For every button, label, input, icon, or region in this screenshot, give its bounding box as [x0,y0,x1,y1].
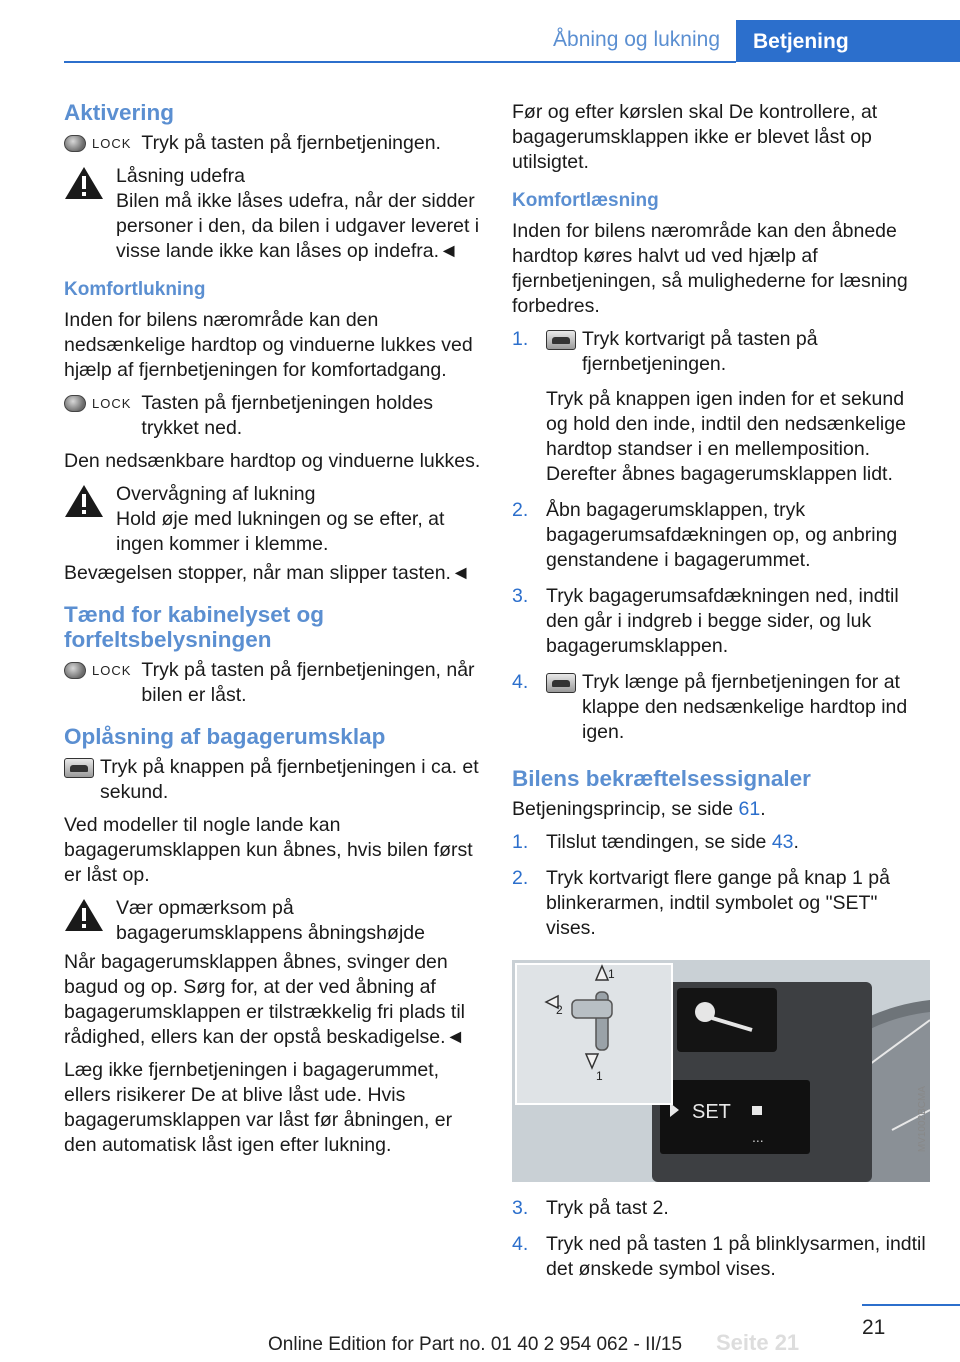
heading-komfortlukning: Komfortlukning [64,279,206,300]
princip-text: Betjeningsprincip, se side 61. [512,798,766,820]
warning-title: Låsning udefra [116,165,246,187]
edition-note: Online Edition for Part no. 01 40 2 954 062 - II/15 [268,1334,683,1355]
figure-set-label: SET [692,1101,731,1123]
figure-num-3: 1 [596,1069,603,1083]
step-number: 3. [512,585,529,607]
steps-signaler [512,830,930,946]
trunk-key-icon [64,758,94,778]
aktivering-text: Tryk på tasten på fjernbetjeningen. [141,132,441,154]
step-text: Tilslut tændingen, se side 43. [546,831,799,853]
oplaas-text: Tryk på knappen på fjernbetjeningen i ca. et sekund. [100,756,479,803]
lock-label: LOCK [92,396,132,411]
instrument-cluster-figure [512,960,930,1182]
step-number: 1. [512,328,529,350]
warning-aabningshoejde [64,896,484,946]
step-number: 2. [512,499,529,521]
list-item [512,1232,930,1287]
lock-label: LOCK [92,663,132,678]
warning-body: Hold øje med lukningen og se efter, at ingen kommer i klemme. [116,508,445,555]
list-item [512,1196,930,1226]
warning-icon [64,484,104,518]
step-text-2: Tryk på knappen igen inden for et sekund og hold den inde, indtil den nedsænkelige hardtop standser i en mellemposition. Derefter åbnes bagagerumsklappen lidt. [546,388,906,485]
remote-key-icon [64,395,86,412]
figure-num-1: 1 [608,967,615,981]
komfortlaesning-text: Inden for bilens nærområde kan den åbnede hardtop køres halvt ud ved hjælp af fjernbetjeningen, så mulighederne for læsning forbedres. [512,220,908,317]
trunk-key-icon [546,673,576,693]
step-number: 2. [512,867,529,889]
cluster-illustration [512,960,930,1182]
list-item [512,866,930,946]
heading-aktivering: Aktivering [64,100,175,125]
step-text: Tryk længe på fjernbetjeningen for at klappe den nedsænkelige hardtop ind igen. [582,671,908,743]
step-text: Tryk bagagerumsafdækningen ned, indtil den går i indgreb i begge sider, og luk bagagerumsklappen. [546,585,899,657]
warning-rest: Når bagagerumsklappen åbnes, svinger den bagud og op. Sørg for, at der ved åbning af bagagerumsklappen er tilstrækkelig fri plads til rådighed, ellers kan der opstå beskadigelse.◄ [64,951,466,1048]
model-text: Ved modeller til nogle lande kan bagagerumsklappen kun åbnes, hvis bilen først er låst op. [64,814,473,886]
warning-title: Overvågning af lukning [116,483,316,505]
list-item [512,327,930,492]
komfortlukning-text: Inden for bilens nærområde kan den nedsænkelige hardtop og vinduerne lukkes ved hjælp af fjernbetjeningen for komfortadgang. [64,309,473,381]
warning-overvaagning [64,482,484,557]
heading-kabinelys: Tænd for kabinelyset og forfeltsbelysningen [64,602,325,652]
hold-text: Tasten på fjernbetjeningen holdes trykket ned. [141,392,434,439]
remote-key-icon [64,662,86,679]
step-number: 1. [512,831,529,853]
lock-label: LOCK [92,136,132,151]
heading-signaler: Bilens bekræftelsessignaler [512,766,811,791]
warning-icon [64,898,104,932]
list-item [512,670,930,750]
section-title: Åbning og lukning [553,28,720,51]
step-number: 4. [512,1233,529,1255]
figure-dots: ... [752,1129,764,1145]
steps-signaler-cont [512,1196,930,1287]
step-text: Tryk kortvarigt flere gange på knap 1 på blinkerarmen, indtil symbolet og "SET" vises. [546,867,890,939]
step-text: Tryk på tast 2. [546,1197,669,1219]
warning-icon [64,166,104,200]
watermark: Seite 21 [716,1330,800,1355]
page-link[interactable]: 61 [738,798,761,820]
chapter-tab: Betjening [736,20,960,62]
hold-line [64,391,484,441]
aktivering-line [64,131,484,156]
step-text: Tryk kortvarigt på tasten på fjernbetjeningen. [582,328,818,375]
warning-laasning [64,164,484,264]
remote-key-icon [64,135,86,152]
warning-body: Bilen må ikke låses udefra, når der sidder personer i den, da bilen i udgaver leveret i visse lande ikke kan låses op indefra.◄ [116,190,480,262]
page-header [0,0,960,62]
intro-text: Før og efter kørslen skal De kontrollere, at bagagerumsklappen ikke er blevet låst op utilsigtet. [512,101,878,173]
list-item [512,498,930,578]
list-item [512,830,930,860]
right-column [512,100,930,1293]
left-column [64,100,484,1166]
footer-rule [862,1304,960,1306]
kabine-line [64,658,484,708]
figure-num-2: 2 [556,1003,563,1017]
list-item [512,584,930,664]
step-text: Tryk ned på tasten 1 på blinklysarmen, indtil det ønskede symbol vises. [546,1233,926,1280]
page-number: 21 [862,1316,886,1339]
step-number: 3. [512,1197,529,1219]
page-link[interactable]: 43 [771,831,794,853]
heading-oplaasning: Oplåsning af bagagerumsklap [64,724,386,749]
oplaas-line [64,755,484,805]
steps-laesning [512,327,930,750]
kabine-text: Tryk på tasten på fjernbetjeningen, når bilen er låst. [141,659,475,706]
step-text: Åbn bagagerumsklappen, tryk bagagerumsafdækningen op, og anbring genstandene i bagagerummet. [546,499,898,571]
heading-komfortlaesning: Komfortlæsning [512,190,659,211]
figure-id: MV1002BCMA [917,1085,928,1152]
step-number: 4. [512,671,529,693]
header-rule [64,61,736,63]
trunk-key-icon [546,330,576,350]
close-text: Den nedsænkbare hardtop og vinduerne lukkes. [64,450,481,472]
warning-title: Vær opmærksom på bagagerumsklappens åbningshøjde [116,897,425,944]
warning-rest: Bevægelsen stopper, når man slipper tasten.◄ [64,562,471,584]
laeg-text: Læg ikke fjernbetjeningen i bagagerummet, ellers risikerer De at blive låst ude. Hvis bagagerumsklappen var låst før åbningen, er den automatisk låst igen efter lukning. [64,1059,453,1156]
